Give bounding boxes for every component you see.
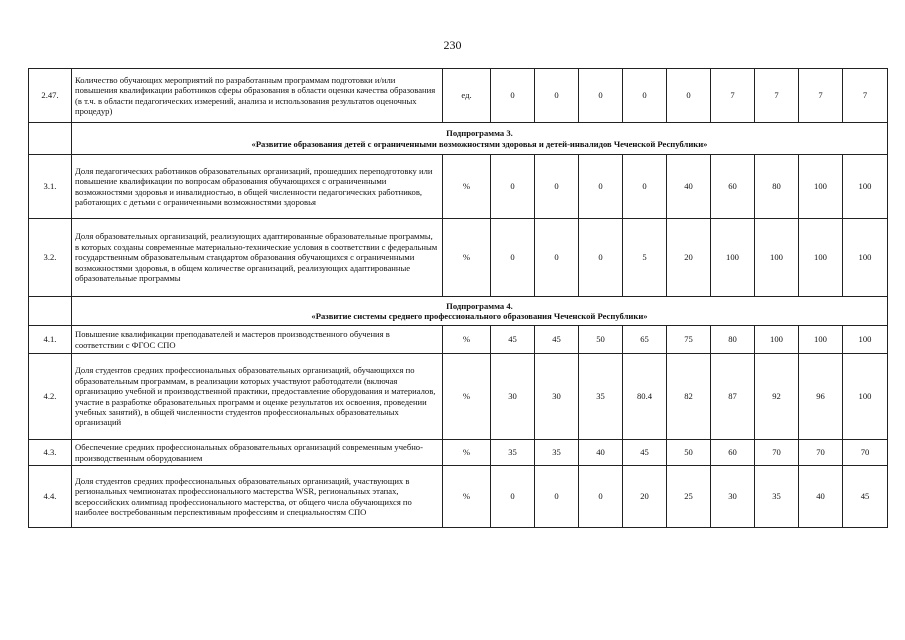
indicator-value: 50 bbox=[667, 440, 711, 466]
indicator-value: 92 bbox=[755, 354, 799, 440]
indicator-description: Обеспечение средних профессиональных образовательных организаций современным учебно-производственным оборудованием bbox=[72, 440, 443, 466]
indicator-value: 7 bbox=[755, 69, 799, 123]
indicator-value: 87 bbox=[711, 354, 755, 440]
row-number: 4.1. bbox=[29, 326, 72, 354]
indicator-value: 50 bbox=[579, 326, 623, 354]
indicator-description: Доля педагогических работников образовательных организаций, прошедших переподготовку или повышение квалификации по вопросам образования обучающихся с ограниченными возможностями здоровья и инвалидностью, в общей численности педагогических работников, работающих с детьми с ограниченными возможностями здоровья bbox=[72, 155, 443, 219]
indicator-value: 0 bbox=[491, 69, 535, 123]
indicator-value: 100 bbox=[755, 219, 799, 297]
page-number: 230 bbox=[443, 38, 462, 52]
subprogram-title: Подпрограмма 4. bbox=[446, 300, 513, 311]
indicator-value: 100 bbox=[843, 354, 888, 440]
table-row bbox=[29, 326, 888, 354]
unit-of-measure: % bbox=[443, 466, 491, 528]
table-row bbox=[29, 440, 888, 466]
indicator-value: 0 bbox=[623, 155, 667, 219]
table-row bbox=[29, 69, 888, 123]
subprogram-header bbox=[72, 123, 888, 155]
indicator-value: 100 bbox=[843, 155, 888, 219]
table-row bbox=[29, 354, 888, 440]
indicator-value: 100 bbox=[799, 219, 843, 297]
unit-of-measure: % bbox=[443, 219, 491, 297]
indicator-value: 40 bbox=[667, 155, 711, 219]
table-row bbox=[29, 219, 888, 297]
indicator-value: 0 bbox=[579, 466, 623, 528]
indicator-value: 20 bbox=[623, 466, 667, 528]
indicator-value: 30 bbox=[535, 354, 579, 440]
indicator-value: 20 bbox=[667, 219, 711, 297]
indicator-value: 40 bbox=[799, 466, 843, 528]
indicator-value: 100 bbox=[843, 219, 888, 297]
indicator-value: 5 bbox=[623, 219, 667, 297]
indicator-value: 7 bbox=[711, 69, 755, 123]
indicator-description: Количество обучающих мероприятий по разработанным программам подготовки и/или повышения квалификации работников сферы образования в области оценки качества образования (в т.ч. в области педагогических измерений, анализа и использования результатов оценочных процедур) bbox=[72, 69, 443, 123]
indicator-description: Повышение квалификации преподавателей и мастеров производственного обучения в соответствии с ФГОС СПО bbox=[72, 326, 443, 354]
subprogram-title: Подпрограмма 3. bbox=[446, 128, 513, 139]
indicator-value: 7 bbox=[799, 69, 843, 123]
unit-of-measure: % bbox=[443, 326, 491, 354]
indicator-value: 0 bbox=[623, 69, 667, 123]
indicator-value: 0 bbox=[579, 219, 623, 297]
indicator-value: 0 bbox=[579, 155, 623, 219]
row-number: 3.1. bbox=[29, 155, 72, 219]
indicator-value: 70 bbox=[755, 440, 799, 466]
indicator-value: 60 bbox=[711, 440, 755, 466]
indicator-value: 45 bbox=[535, 326, 579, 354]
subprogram-row bbox=[29, 297, 888, 326]
indicator-value: 0 bbox=[491, 219, 535, 297]
indicator-value: 7 bbox=[843, 69, 888, 123]
indicator-value: 96 bbox=[799, 354, 843, 440]
indicators-table bbox=[28, 68, 888, 528]
indicator-value: 80 bbox=[755, 155, 799, 219]
row-number: 4.3. bbox=[29, 440, 72, 466]
row-number: 4.2. bbox=[29, 354, 72, 440]
empty-cell bbox=[29, 123, 72, 155]
empty-cell bbox=[29, 297, 72, 326]
indicator-value: 35 bbox=[535, 440, 579, 466]
indicator-value: 45 bbox=[623, 440, 667, 466]
indicator-value: 0 bbox=[535, 466, 579, 528]
indicator-value: 80.4 bbox=[623, 354, 667, 440]
indicator-value: 0 bbox=[535, 155, 579, 219]
indicator-value: 70 bbox=[799, 440, 843, 466]
indicator-value: 70 bbox=[843, 440, 888, 466]
subprogram-name: «Развитие образования детей с ограниченными возможностями здоровья и детей-инвалидов Чеченской Республики» bbox=[251, 138, 708, 149]
indicator-value: 80 bbox=[711, 326, 755, 354]
indicator-value: 0 bbox=[535, 219, 579, 297]
indicator-value: 100 bbox=[843, 326, 888, 354]
indicator-value: 65 bbox=[623, 326, 667, 354]
indicator-value: 82 bbox=[667, 354, 711, 440]
indicator-value: 30 bbox=[491, 354, 535, 440]
indicator-value: 100 bbox=[755, 326, 799, 354]
row-number: 3.2. bbox=[29, 219, 72, 297]
indicator-value: 35 bbox=[579, 354, 623, 440]
unit-of-measure: % bbox=[443, 354, 491, 440]
table-row bbox=[29, 466, 888, 528]
unit-of-measure: % bbox=[443, 440, 491, 466]
indicator-value: 45 bbox=[491, 326, 535, 354]
unit-of-measure: % bbox=[443, 155, 491, 219]
indicator-value: 100 bbox=[799, 155, 843, 219]
indicator-value: 30 bbox=[711, 466, 755, 528]
indicator-value: 25 bbox=[667, 466, 711, 528]
subprogram-name: «Развитие системы среднего профессионального образования Чеченской Республики» bbox=[311, 311, 648, 321]
indicator-description: Доля студентов средних профессиональных образовательных организаций, обучающихся по образовательным программам, в реализации которых участвуют работодатели (включая организацию учебной и производственной практики, предоставление оборудования и материалов, участие в разработке образовательных программ и оценке результатов их освоения, проведении учебных занятий), в общей численности студентов профессиональных образовательных организаций bbox=[72, 354, 443, 440]
indicator-value: 100 bbox=[799, 326, 843, 354]
table-row bbox=[29, 155, 888, 219]
indicator-value: 45 bbox=[843, 466, 888, 528]
indicator-description: Доля образовательных организаций, реализующих адаптированные образовательные программы, в которых созданы современные материально-технические условия в соответствии с федеральным государственным образовательным стандартом образования обучающихся с ограниченными возможностями здоровья, в общем количестве организаций, реализующих адаптированные образовательные программы bbox=[72, 219, 443, 297]
indicator-value: 0 bbox=[491, 466, 535, 528]
indicator-value: 40 bbox=[579, 440, 623, 466]
indicator-value: 0 bbox=[667, 69, 711, 123]
indicator-description: Доля студентов средних профессиональных образовательных организаций, участвующих в региональных чемпионатах профессионального мастерства WSR, региональных этапах, всероссийских олимпиад профессионального мастерства, от общего числа обучающихся по наиболее востребованным перспективным профессиям и специальностям СПО bbox=[72, 466, 443, 528]
unit-of-measure: ед. bbox=[443, 69, 491, 123]
subprogram-row bbox=[29, 123, 888, 155]
indicator-value: 75 bbox=[667, 326, 711, 354]
indicator-value: 60 bbox=[711, 155, 755, 219]
row-number: 2.47. bbox=[29, 69, 72, 123]
indicator-value: 35 bbox=[491, 440, 535, 466]
indicator-value: 100 bbox=[711, 219, 755, 297]
indicator-value: 0 bbox=[491, 155, 535, 219]
indicator-value: 0 bbox=[535, 69, 579, 123]
subprogram-header bbox=[72, 297, 888, 326]
indicator-value: 35 bbox=[755, 466, 799, 528]
row-number: 4.4. bbox=[29, 466, 72, 528]
indicator-value: 0 bbox=[579, 69, 623, 123]
